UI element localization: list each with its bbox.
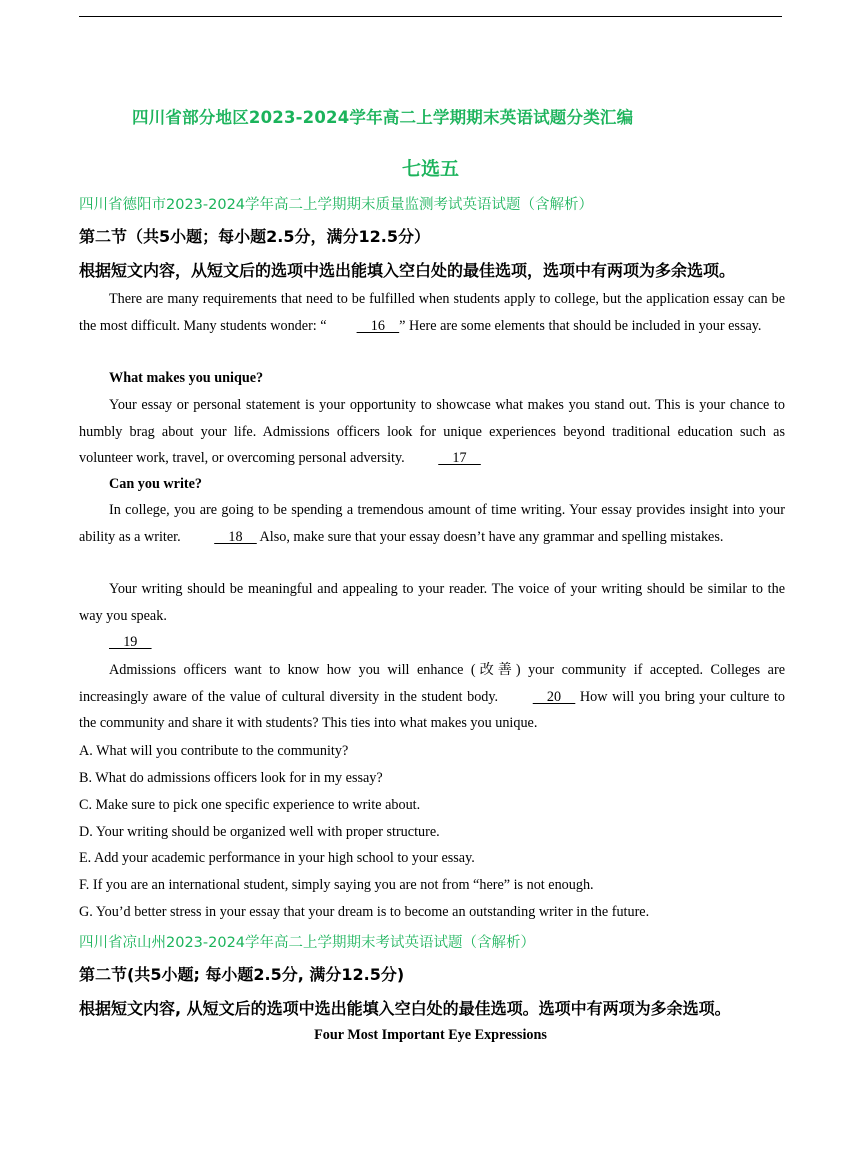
paragraph-unique: Your essay or personal statement is your opportunity to showcase what makes you stand out. This is your chance to humbly brag about your life. Admissions officers look for unique experiences beyond traditional education such as volunteer work, travel, or overcoming personal adversity. 17 — [79, 392, 785, 472]
option-e: E. Add your academic performance in your high school to your essay. — [79, 850, 475, 866]
article-title: Four Most Important Eye Expressions — [314, 1027, 547, 1043]
section-heading-2: 第二节(共5小题; 每小题2.5分, 满分12.5分) — [79, 965, 405, 984]
blank-19[interactable]: 19 — [109, 634, 152, 650]
blank-17[interactable]: 17 — [438, 450, 481, 466]
source-line-liangshan: 四川省凉山州2023-2024学年高二上学期期末考试英语试题（含解析） — [79, 935, 536, 951]
subheading-write: Can you write? — [109, 476, 203, 492]
option-c: C. Make sure to pick one specific experience to write about. — [79, 797, 421, 813]
paragraph-write: In college, you are going to be spending a tremendous amount of time writing. Your essay provides insight into your ability as a writer. 18 Also, make sure that your essay doesn’t have any grammar and spelling mistakes. — [79, 497, 785, 550]
blank-18[interactable]: 18 — [214, 528, 257, 545]
paragraph-community: Admissions officers want to know how you will enhance (改善) your community if accepted. Colleges are increasingly aware of the value of cultural diversity in the student body. 20 How will you bring your culture to the community and share it with students? This ties into what makes you unique. — [79, 662, 785, 731]
section-heading: 第二节（共5小题；每小题2.5分，满分12.5分） — [79, 227, 430, 246]
blank-19-line — [109, 634, 152, 651]
section-type-title: 七选五 — [401, 158, 459, 180]
blank-16[interactable]: 16 — [356, 317, 400, 334]
option-b: B. What do admissions officers look for in my essay? — [79, 770, 383, 786]
instruction-text: 根据短文内容，从短文后的选项中选出能填入空白处的最佳选项，选项中有两项为多余选项。 — [79, 261, 736, 280]
paragraph-intro: There are many requirements that need to be fulfilled when students apply to college, but the application essay can be the most difficult. Many students wonder: “ 16 ” Here are some elements that should be included in your essay. — [79, 286, 785, 339]
subheading-unique: What makes you unique? — [109, 370, 264, 386]
document-title: 四川省部分地区2023-2024学年高二上学期期末英语试题分类汇编 — [132, 108, 634, 127]
instruction-text-2: 根据短文内容, 从短文后的选项中选出能填入空白处的最佳选项。选项中有两项为多余选项。 — [79, 999, 731, 1018]
option-g: G. You’d better stress in your essay that your dream is to become an outstanding writer in the future. — [79, 904, 650, 920]
option-d: D. Your writing should be organized well with proper structure. — [79, 824, 440, 840]
paragraph-voice: Your writing should be meaningful and appealing to your reader. The voice of your writing should be similar to the way you speak. — [79, 581, 785, 624]
option-f: F. If you are an international student, simply saying you are not from “here” is not enough. — [79, 877, 594, 893]
source-line-deyang: 四川省德阳市2023-2024学年高二上学期期末质量监测考试英语试题（含解析） — [79, 197, 594, 213]
option-a: A. What will you contribute to the community? — [79, 743, 349, 759]
blank-20[interactable]: 20 — [532, 688, 576, 705]
header-rule — [79, 16, 782, 17]
